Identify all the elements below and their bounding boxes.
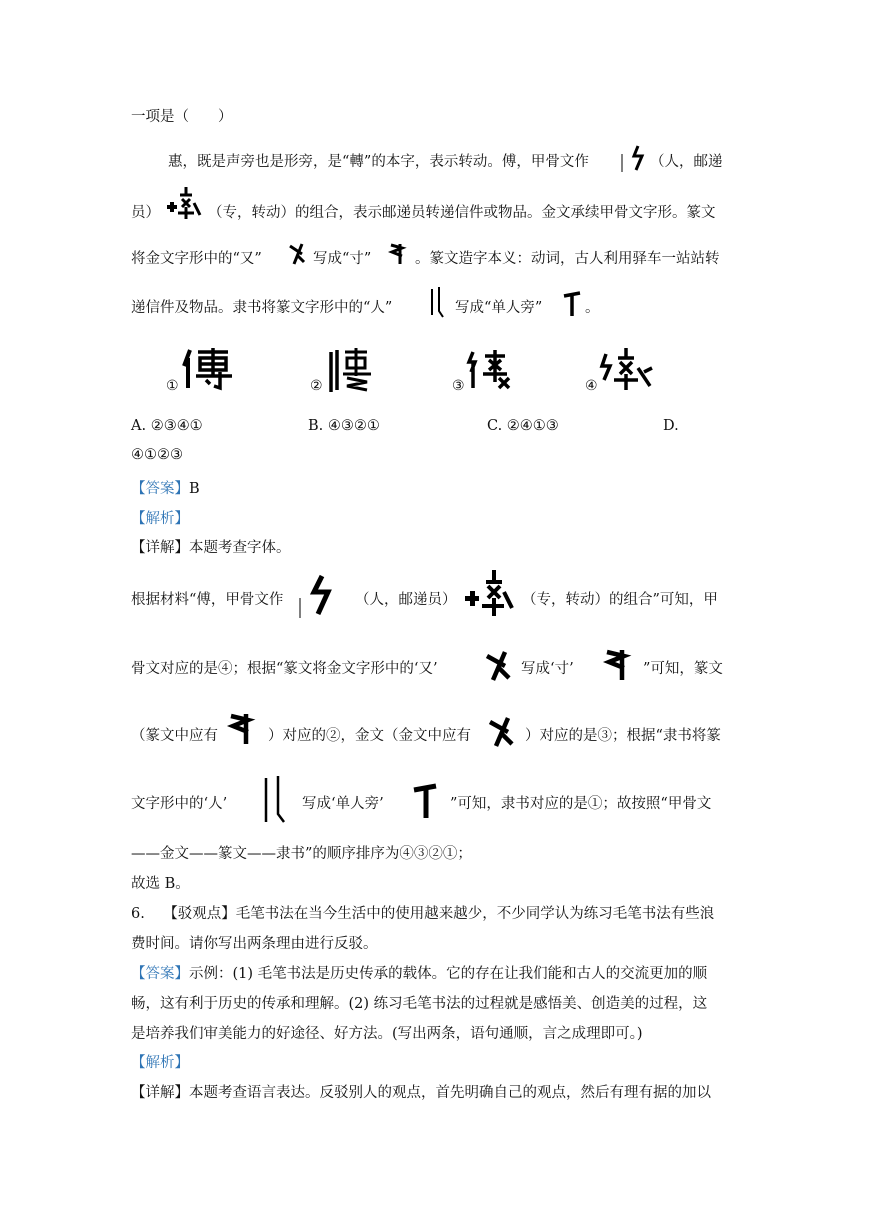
text-line: 故选 B。 <box>131 876 190 892</box>
text-line: 惠，既是声旁也是形旁，是“轉”的本字，表示转动。傅，甲骨文作 <box>168 154 589 170</box>
option-c: C. ②④①③ <box>487 418 559 434</box>
question-stem-tail: 一项是（ ） <box>131 109 233 125</box>
ren-seal-glyph <box>427 285 445 319</box>
text-line: （人，邮递员） <box>355 592 457 608</box>
text-line: 员） <box>131 205 160 221</box>
text-line: 将金文字形中的“又” <box>131 251 262 267</box>
text-line: ”可知，篆文 <box>643 661 723 677</box>
seal-fu-glyph <box>325 346 375 396</box>
answer-line: 是培养我们审美能力的好途径、好方法。(写出两条，语句通顺，言之成理即可。) <box>131 1026 643 1042</box>
text-line: （专，转动）的组合，表示邮递员转递信件或物品。金文承续甲骨文字形。篆文 <box>208 205 716 221</box>
oracle-zhuan-glyph <box>164 185 204 221</box>
label-4: ④ <box>585 378 598 394</box>
detail-line <box>131 1081 711 1102</box>
option-d: D. <box>663 418 679 434</box>
text-line: ——金文——篆文——隶书”的顺序排序为④③②①； <box>131 846 472 862</box>
answer-tag: 【答案】 <box>131 481 189 497</box>
detail-tag: 【详解】 <box>131 540 189 556</box>
text-line: 。篆文造字本义：动词，古人利用驿车一站站转 <box>415 251 720 267</box>
single-person-radical-glyph <box>412 782 440 820</box>
answer-line: 畅，这有利于历史的传承和理解。(2) 练习毛笔书法的过程就是感悟美、创造美的过程，这 <box>131 996 708 1012</box>
text-line: 递信件及物品。隶书将篆文字形中的“人” <box>131 300 393 316</box>
analysis-tag: 【解析】 <box>131 1055 189 1071</box>
text-line: （篆文中应有 <box>131 728 218 744</box>
analysis-tag: 【解析】 <box>131 511 189 527</box>
answer-line <box>131 962 707 983</box>
option-d-value: ④①②③ <box>131 447 183 463</box>
detail-line <box>131 536 291 557</box>
cun-glyph <box>228 712 256 748</box>
answer-tag: 【答案】 <box>131 966 189 982</box>
text-line: 写成“单人旁” <box>455 300 543 316</box>
you-glyph <box>485 650 511 684</box>
oracle-person-glyph <box>620 142 650 174</box>
oracle-fu-glyph <box>598 346 658 394</box>
question-number: 6. <box>131 906 145 922</box>
question-6-line2: 费时间。请你写出两条理由进行反驳。 <box>131 936 378 952</box>
detail-text: 本题考查语言表达。反驳别人的观点，首先明确自己的观点，然后有理有据的加以 <box>189 1085 711 1101</box>
option-a: A. ②③④① <box>131 418 203 434</box>
text-line: 写成“寸” <box>313 251 372 267</box>
lishu-fu-glyph <box>180 346 236 392</box>
ren-seal-glyph <box>258 774 288 826</box>
text-line: 骨文对应的是④；根据“篆文将金文字形中的‘又’ <box>131 661 438 677</box>
bronze-fu-glyph <box>465 348 515 394</box>
text-line: 。 <box>585 300 600 316</box>
text-line: 写成‘单人旁’ <box>302 796 384 812</box>
you-glyph <box>288 242 306 266</box>
single-person-radical-glyph <box>562 290 582 318</box>
cun-glyph <box>604 648 632 684</box>
text-line: （专，转动）的组合”可知，甲 <box>522 592 718 608</box>
question-tag: 【驳观点】 <box>163 906 236 922</box>
detail-tag: 【详解】 <box>131 1085 189 1101</box>
text-line: ”可知，隶书对应的是①；故按照“甲骨文 <box>450 796 712 812</box>
option-b: B. ④③②① <box>308 418 380 434</box>
question-6-line1 <box>131 902 714 923</box>
text-line: ）对应的是③；根据“隶书将篆 <box>525 728 721 744</box>
cun-glyph <box>388 242 406 266</box>
answer-line <box>131 477 200 498</box>
oracle-zhuan-glyph <box>462 568 518 618</box>
you-glyph <box>488 716 514 750</box>
text-line: （人，邮递 <box>650 154 723 170</box>
label-1: ① <box>166 378 179 394</box>
question-text: 毛笔书法在当今生活中的使用越来越少，不少同学认为练习毛笔书法有些浪 <box>235 906 715 922</box>
label-2: ② <box>310 378 323 394</box>
oracle-person-glyph <box>296 570 336 622</box>
label-3: ③ <box>452 378 465 394</box>
answer-text: 示例：(1) 毛笔书法是历史传承的载体。它的存在让我们能和古人的交流更加的顺 <box>189 966 708 982</box>
text-line: 写成‘寸’ <box>521 661 574 677</box>
text-line: 文字形中的‘人’ <box>131 796 228 812</box>
answer-value: B <box>189 481 200 497</box>
text-line: 根据材料“傅，甲骨文作 <box>131 592 284 608</box>
text-line: ）对应的②，金文（金文中应有 <box>268 728 471 744</box>
detail-text: 本题考查字体。 <box>189 540 291 556</box>
